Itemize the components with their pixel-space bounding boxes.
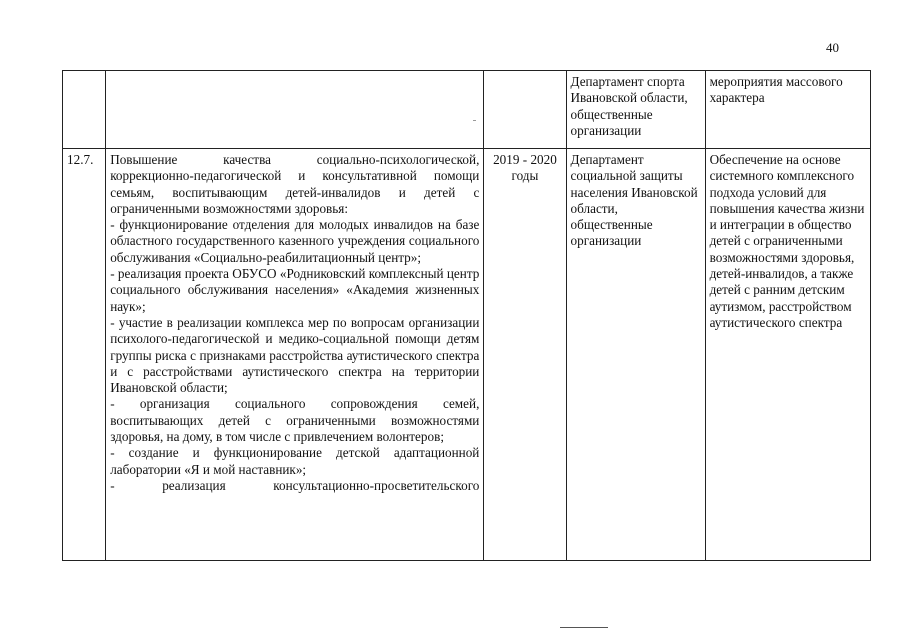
- program-table: [62, 70, 871, 561]
- description-paragraph: Повышение качества социально-психологической, коррекционно-педагогической и консультативной помощи семьям, воспитывающим детей-инвалидов и детей с ограниченными возможностями здоровья:: [110, 152, 480, 216]
- years-cell: 2019 - 2020 годы: [484, 149, 566, 561]
- years-cell: [484, 71, 566, 149]
- scan-mark: [473, 120, 476, 121]
- row-number-cell: [63, 71, 106, 149]
- description-paragraph: - функционирование отделения для молодых инвалидов на базе областного государственного казенного учреждения социального обслуживания «Социально-реабилитационный центр»;: [110, 217, 480, 265]
- table-row: [63, 149, 871, 561]
- description-paragraph: - создание и функционирование детской адаптационной лаборатории «Я и мой наставник»;: [110, 445, 480, 477]
- executor-cell: Департамент спорта Ивановской области, общественные организации: [566, 71, 705, 149]
- executor-cell: Департамент социальной защиты населения Ивановской области, общественные организации: [566, 149, 705, 561]
- description-paragraph: - реализация проекта ОБУСО «Родниковский комплексный центр социального обслуживания населения» «Академия жизненных наук»;: [110, 266, 480, 314]
- page-number: 40: [826, 40, 839, 55]
- description-cell: [106, 149, 484, 561]
- description-paragraph: - организация социального сопровождения семей, воспитывающих детей с ограниченными возможностями здоровья, на дому, в том числе с привлечением волонтеров;: [110, 396, 480, 445]
- description-paragraph: - участие в реализации комплекса мер по вопросам организации психолого-педагогической и медико-социальной помощи детям группы риска с признаками расстройства аутистического спектра и с расстройствами аутистического спектра на территории Ивановской области;: [110, 314, 480, 396]
- description-paragraph: - реализация консультационно-просветительского: [110, 477, 480, 493]
- row-number-cell: 12.7.: [63, 149, 106, 561]
- result-cell: мероприятия массового характера: [705, 71, 870, 149]
- table-row: [63, 71, 871, 149]
- footer-rule: [560, 627, 608, 628]
- result-cell: Обеспечение на основе системного комплексного подхода условий для повышения качества жизни и интеграции в общество детей с ограниченными возможностями здоровья, детей-инвалидов, а также детей с ранним детским аутизмом, расстройством аутистического спектра: [705, 149, 870, 561]
- description-cell: [106, 71, 484, 149]
